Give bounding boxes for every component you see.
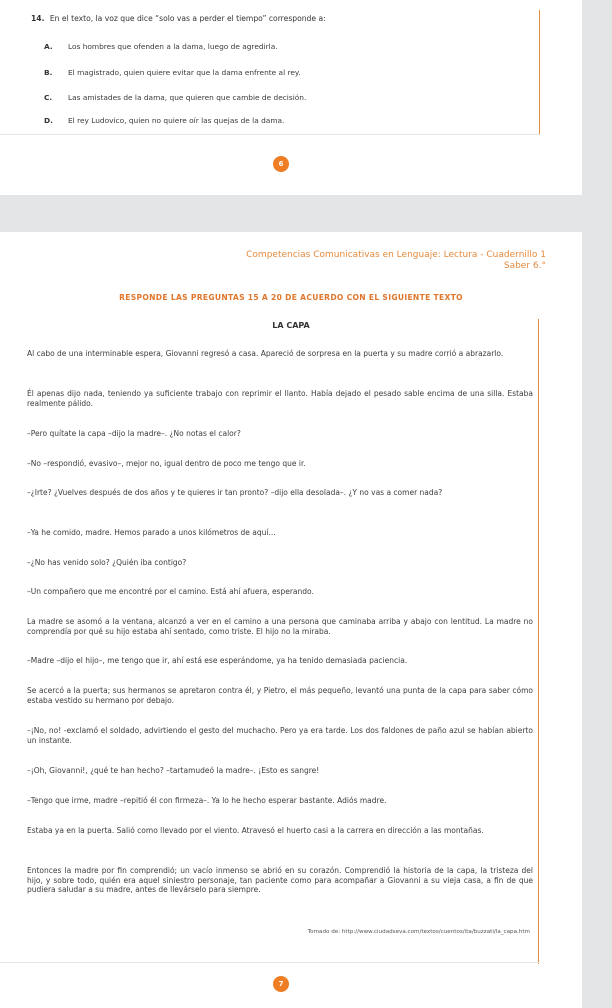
paragraph: –Ya he comido, madre. Hemos parado a unos kilómetros de aquí... (27, 528, 276, 537)
text-border (538, 319, 539, 964)
paragraph: –¿No has venido solo? ¿Quién iba contigo? (27, 558, 187, 567)
option-letter: A. (44, 42, 53, 51)
option-letter: C. (44, 93, 53, 102)
page-number-badge: 7 (273, 976, 289, 992)
paragraph: Se acercó a la puerta; sus hermanos se apretaron contra él, y Pietro, el más pequeño, levantó una punta de la capa para saber cómo estaba vestido su hermano por debajo. (27, 686, 533, 705)
paragraph: –¿Irte? ¿Vuelves después de dos años y te quieres ir tan pronto? –dijo ella desolada–. ¿Y no vas a comer nada? (27, 488, 443, 497)
footer-divider (0, 962, 539, 963)
option-letter: B. (44, 68, 53, 77)
option-a[interactable] (44, 42, 278, 51)
header-subject: Competencias Comunicativas en Lenguaje: Lectura - Cuadernillo 1 (246, 250, 546, 260)
page-7 (0, 232, 582, 1008)
question-border (539, 10, 540, 135)
option-d[interactable] (44, 116, 284, 125)
section-title: RESPONDE LAS PREGUNTAS 15 A 20 DE ACUERDO CON EL SIGUIENTE TEXTO (119, 293, 463, 302)
option-text: El rey Ludovico, quien no quiere oír las quejas de la dama. (68, 116, 285, 125)
page-6 (0, 0, 582, 195)
page-number-badge: 6 (273, 156, 289, 172)
option-b[interactable] (44, 68, 301, 77)
option-text: Los hombres que ofenden a la dama, luego de agredirla. (68, 42, 278, 51)
paragraph: Estaba ya en la puerta. Salió como llevado por el viento. Atravesó el huerto casi a la carrera en dirección a las montañas. (27, 826, 484, 835)
question-number: 14. (31, 14, 45, 23)
option-letter: D. (44, 116, 53, 125)
option-c[interactable] (44, 93, 306, 102)
paragraph: –Un compañero que me encontré por el camino. Está ahí afuera, esperando. (27, 587, 314, 596)
paragraph: Él apenas dijo nada, teniendo ya suficiente trabajo con reprimir el llanto. Había dejado el pesado sable encima de una silla. Estaba realmente pálido. (27, 389, 533, 408)
paragraph: –No –respondió, evasivo–, mejor no, igual dentro de poco me tengo que ir. (27, 459, 306, 468)
paragraph: –Tengo que irme, madre –repitió él con firmeza–. Ya lo he hecho esperar bastante. Adiós madre. (27, 796, 387, 805)
paragraph: –Madre –dijo el hijo–, me tengo que ir, ahí está ese esperándome, ya ha tenido demasiada paciencia. (27, 656, 408, 665)
footer-divider (0, 134, 540, 135)
option-text: Las amistades de la dama, que quieren que cambie de decisión. (68, 93, 307, 102)
paragraph: –Pero quítate la capa –dijo la madre–. ¿No notas el calor? (27, 429, 241, 438)
question-14-stem (31, 14, 326, 23)
header-grade: Saber 6.° (503, 261, 546, 271)
paragraph: –¡Oh, Giovanni!, ¿qué te han hecho? –tartamudeó la madre–. ¡Esto es sangre! (27, 766, 320, 775)
paragraph: La madre se asomó a la ventana, alcanzó a ver en el camino a una persona que caminaba arriba y abajo con lentitud. La madre no comprendía por qué su hijo estaba ahí sentado, como triste. El hijo no la miraba. (27, 617, 533, 636)
paragraph: Al cabo de una interminable espera, Giovanni regresó a casa. Apareció de sorpresa en la puerta y su madre corrió a abrazarlo. (27, 349, 504, 358)
page-header (246, 250, 546, 272)
question-text: En el texto, la voz que dice “solo vas a perder el tiempo” corresponde a: (49, 14, 326, 23)
paragraph: –¡No, no! -exclamó el soldado, advirtiendo el gesto del muchacho. Pero ya era tarde. Los dos faldones de paño azul se habían abierto un instante. (27, 726, 533, 745)
story-title: LA CAPA (272, 321, 310, 330)
option-text: El magistrado, quien quiere evitar que la dama enfrente al rey. (68, 68, 301, 77)
source-citation: Tomado de: http://www.ciudadseva.com/textos/cuentos/ita/buzzati/la_capa.htm (307, 929, 530, 935)
paragraph: Entonces la madre por fin comprendió; un vacío inmenso se abrió en su corazón. Comprendió la historia de la capa, la tristeza del hijo, y sobre todo, quién era aquel siniestro personaje, tan paciente como para acompañar a Giovanni a su vieja casa, a fin de que pudiera saludar a su madre, antes de llevárselo para siempre. (27, 866, 533, 895)
